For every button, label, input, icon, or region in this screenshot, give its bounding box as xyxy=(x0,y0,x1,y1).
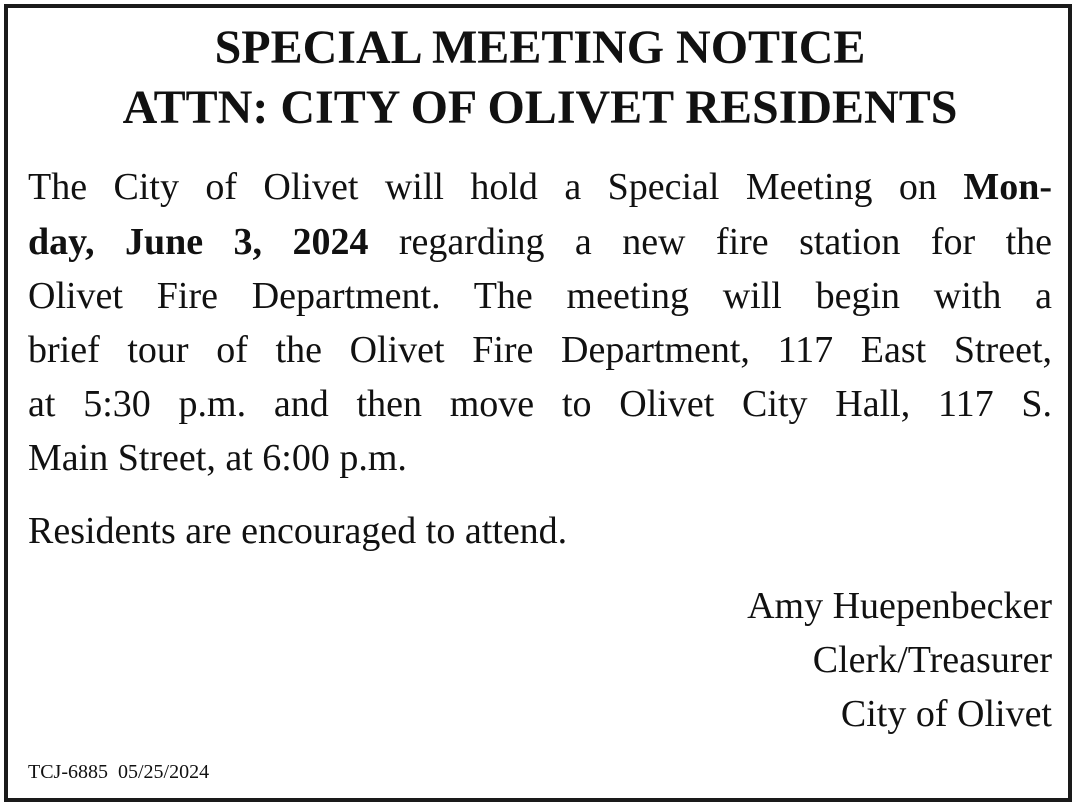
signer-name: Amy Huepenbecker xyxy=(747,585,1052,627)
meeting-date-bold: Mon- xyxy=(963,166,1052,208)
body-line xyxy=(28,220,1052,264)
body-line xyxy=(28,165,1052,209)
meeting-date-bold: day, June 3, 2024 xyxy=(28,221,369,263)
signer-organization: City of Olivet xyxy=(840,693,1052,735)
body-line: brief tour of the Olivet Fire Department, 117 East Street, xyxy=(28,329,1052,371)
body-line: at 5:30 p.m. and then move to Olivet City Hall, 117 S. xyxy=(28,383,1052,425)
reference-code: TCJ-6885 xyxy=(28,761,108,783)
reference-line xyxy=(28,760,209,784)
body-line: Main Street, at 6:00 p.m. xyxy=(28,437,407,479)
notice-subtitle: ATTN: CITY OF OLIVET RESIDENTS xyxy=(122,81,958,134)
encouragement-text: Residents are encouraged to attend. xyxy=(28,510,568,552)
signer-title: Clerk/Treasurer xyxy=(812,639,1052,681)
body-line: Olivet Fire Department. The meeting will begin with a xyxy=(28,275,1052,317)
body-text: regarding a new fire station for the xyxy=(368,221,1052,263)
body-text: The City of Olivet will hold a Special Meeting on xyxy=(28,166,964,208)
notice-title: SPECIAL MEETING NOTICE xyxy=(214,21,866,74)
reference-date: 05/25/2024 xyxy=(118,761,210,783)
